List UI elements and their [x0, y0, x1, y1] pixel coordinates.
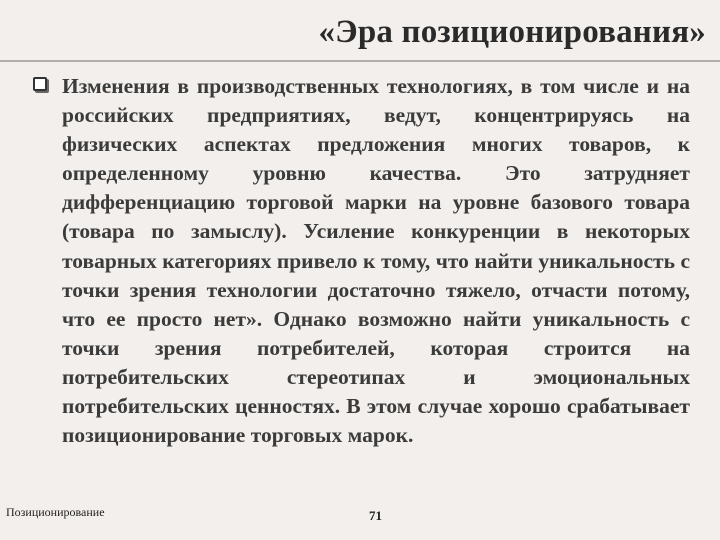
slide-title: «Эра позиционирования» [318, 14, 706, 50]
slide-body-text: Изменения в производственных технологиях, в том числе и на российских предприятиях, ведут, концентрируясь на физических аспектах предложения многих товаров, к определенному уровню качества. Это затрудняет дифференциацию торговой марки на уровне базового товара (товара по замыслу). Усиление конкуренции в некоторых товарных категориях привело к тому, что найти уникальность с точки зрения технологии достаточно тяжело, отчасти потому, что ее просто нет». Однако возможно найти уникальность с точки зрения потребителей, которая строится на потребительских стереотипах и эмоциональных потребительских ценностях. В этом случае хорошо срабатывает позиционирование торговых марок. [62, 74, 690, 448]
title-divider [0, 60, 720, 62]
footer-label: Позиционирование [6, 505, 105, 519]
page-number: 71 [369, 508, 382, 523]
checkbox-bullet-icon [33, 77, 47, 91]
